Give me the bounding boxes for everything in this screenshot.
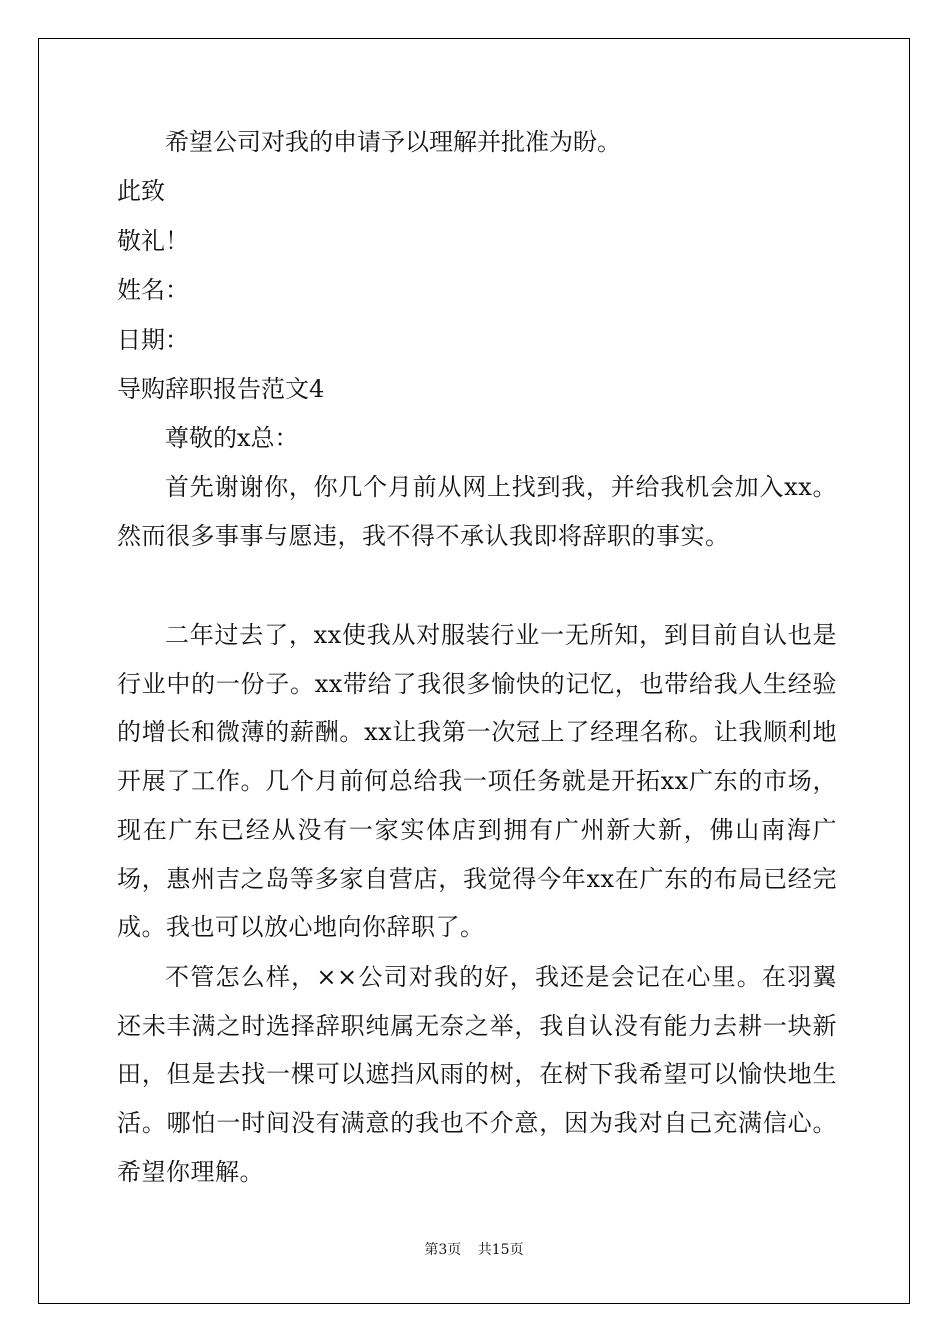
- paragraph-farewell: 不管怎么样，××公司对我的好，我还是会记在心里。在羽翼还未丰满之时选择辞职纯属无奈之举，我自认没有能力去耕一块新田，但是去找一棵可以遮挡风雨的树，在树下我希望可以愉快地生活。哪怕一时间没有满意的我也不介意，因为我对自己充满信心。希望你理解。: [117, 963, 837, 1186]
- name-label: 姓名：: [117, 276, 189, 304]
- section-title: 导购辞职报告范文4: [117, 375, 325, 403]
- closing-request-line: 希望公司对我的申请予以理解并批准为盼。: [165, 128, 621, 156]
- page-footer: [39, 1239, 909, 1259]
- date-label: 日期：: [117, 326, 189, 354]
- document-page: [38, 38, 910, 1304]
- page-number: 第3页: [424, 1242, 462, 1258]
- paragraph-thanks: 首先谢谢你，你几个月前从网上找到我，并给我机会加入xx。然而很多事事与愿违，我不得不承认我即将辞职的事实。: [117, 473, 837, 550]
- paragraph-experience: 二年过去了，xx使我从对服装行业一无所知，到目前自认也是行业中的一份子。xx带给了我很多愉快的记忆，也带给我人生经验的增长和微薄的薪酬。xx让我第一次冠上了经理名称。让我顺利地开展了工作。几个月前何总给我一项任务就是开拓xx广东的市场，现在广东已经从没有一家实体店到拥有广州新大新，佛山南海广场，惠州吉之岛等多家自营店，我觉得今年xx在广东的布局已经完成。我也可以放心地向你辞职了。: [117, 621, 837, 942]
- closing-jingli: 敬礼！: [117, 227, 189, 255]
- page-total: 共15页: [477, 1242, 524, 1258]
- salutation: 尊敬的x总：: [165, 424, 299, 452]
- closing-zhici: 此致: [117, 177, 165, 205]
